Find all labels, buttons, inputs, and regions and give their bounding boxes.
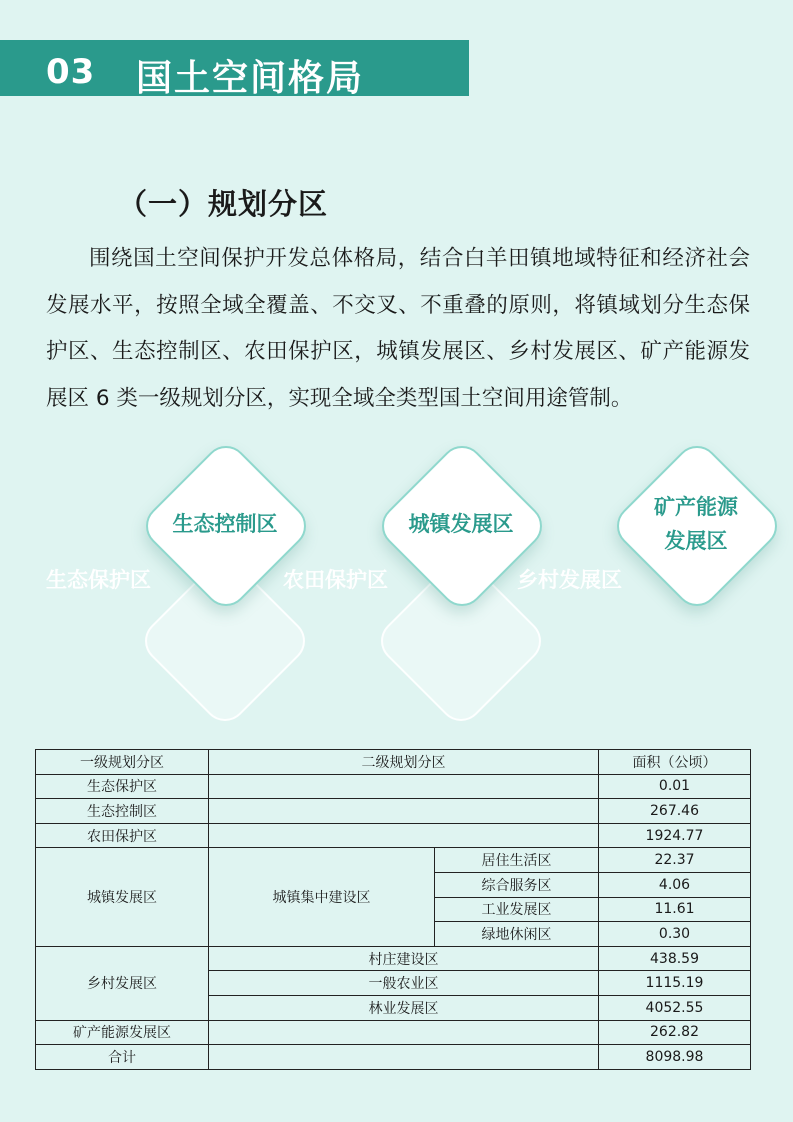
cell-level2: 林业发展区	[209, 995, 599, 1020]
cell-level2	[209, 799, 599, 824]
cell-level1: 合计	[36, 1045, 209, 1070]
cell-area: 0.01	[599, 774, 751, 799]
table-row	[36, 848, 751, 873]
zoning-table	[35, 749, 751, 1070]
cell-level3: 综合服务区	[435, 872, 599, 897]
chapter-number: 03	[46, 52, 96, 92]
cell-area: 262.82	[599, 1020, 751, 1045]
diagram-label	[390, 507, 532, 541]
diagram-label-line: 城镇发展区	[408, 512, 514, 536]
cell-level2	[209, 823, 599, 848]
cell-area: 22.37	[599, 848, 751, 873]
header-area: 面积（公顷）	[599, 750, 751, 775]
table-total-row	[36, 1045, 751, 1070]
diagram-label	[625, 490, 767, 558]
cell-area: 4.06	[599, 872, 751, 897]
cell-level1: 生态控制区	[36, 799, 209, 824]
cell-level3: 工业发展区	[435, 897, 599, 922]
cell-level2	[209, 1020, 599, 1045]
cell-level1: 生态保护区	[36, 774, 209, 799]
cell-level2	[209, 774, 599, 799]
cell-level2	[209, 1045, 599, 1070]
diagram-ghost-label: 农田保护区	[283, 568, 388, 592]
table-row	[36, 946, 751, 971]
diagram-label	[154, 507, 296, 541]
header-level2: 二级规划分区	[209, 750, 599, 775]
cell-level3: 居住生活区	[435, 848, 599, 873]
section-title: （一）规划分区	[118, 187, 329, 221]
chapter-title: 国土空间格局	[136, 58, 365, 99]
cell-area: 11.61	[599, 897, 751, 922]
cell-level2: 村庄建设区	[209, 946, 599, 971]
header-level1: 一级规划分区	[36, 750, 209, 775]
cell-level3: 绿地休闲区	[435, 922, 599, 947]
cell-area: 1115.19	[599, 971, 751, 996]
table-header-row	[36, 750, 751, 775]
table-row	[36, 823, 751, 848]
cell-level2: 城镇集中建设区	[209, 848, 435, 946]
body-paragraph: 围绕国土空间保护开发总体格局，结合白羊田镇地域特征和经济社会发展水平，按照全域全覆盖、不交叉、不重叠的原则，将镇域划分生态保护区、生态控制区、农田保护区，城镇发展区、乡村发展区、矿产能源发展区 6 类一级规划分区，实现全域全类型国土空间用途管制。	[46, 246, 750, 411]
table-row	[36, 799, 751, 824]
cell-area: 267.46	[599, 799, 751, 824]
diagram-label-line: 生态控制区	[172, 512, 278, 536]
table-row	[36, 774, 751, 799]
cell-level2: 一般农业区	[209, 971, 599, 996]
table-row	[36, 1020, 751, 1045]
cell-level1: 农田保护区	[36, 823, 209, 848]
cell-level1: 城镇发展区	[36, 848, 209, 946]
cell-area: 0.30	[599, 922, 751, 947]
diagram-label-line: 矿产能源	[654, 495, 738, 519]
cell-level1: 矿产能源发展区	[36, 1020, 209, 1045]
cell-area: 8098.98	[599, 1045, 751, 1070]
cell-level1: 乡村发展区	[36, 946, 209, 1020]
cell-area: 4052.55	[599, 995, 751, 1020]
cell-area: 438.59	[599, 946, 751, 971]
diagram-ghost-label: 乡村发展区	[517, 568, 622, 592]
diagram-label-line: 发展区	[664, 529, 728, 553]
diagram-ghost-label: 生态保护区	[46, 568, 151, 592]
cell-area: 1924.77	[599, 823, 751, 848]
